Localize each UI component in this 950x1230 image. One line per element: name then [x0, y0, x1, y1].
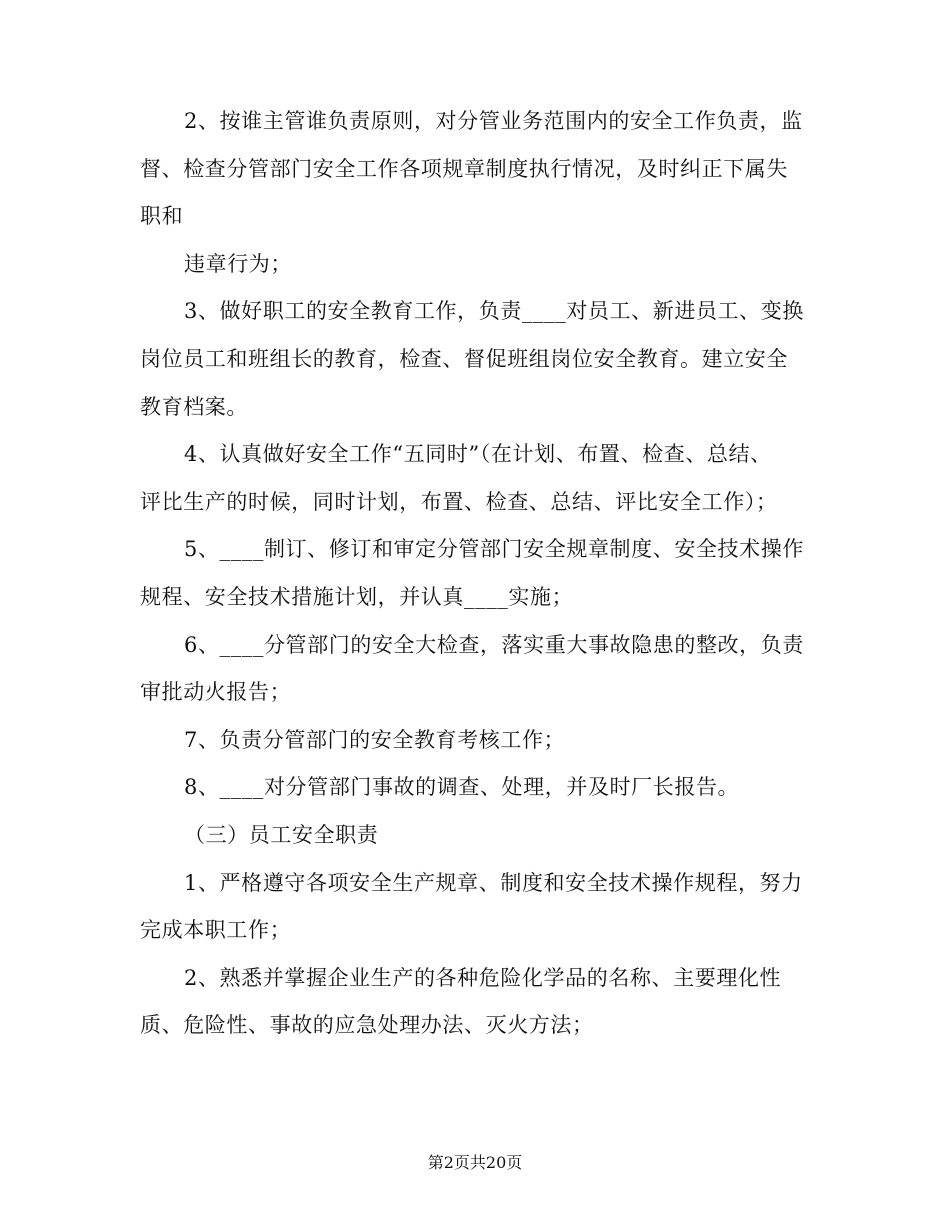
paragraph-line: 审批动火报告； — [140, 680, 292, 705]
paragraph-line: 督、检查分管部门安全工作各项规章制度执行情况，及时纠正下属失 — [140, 156, 788, 181]
page-number-footer: 第2页共20页 — [427, 1153, 523, 1172]
section-heading: （三）员工安全职责 — [184, 822, 379, 847]
paragraph-line: 教育档案。 — [140, 394, 248, 419]
paragraph-line: 1、严格遵守各项安全生产规章、制度和安全技术操作规程，努力 — [184, 870, 803, 895]
paragraph-line: 岗位员工和班组长的教育，检查、督促班组岗位安全教育。建立安全 — [140, 346, 788, 371]
paragraph-line: 规程、安全技术措施计划，并认真____实施； — [140, 584, 574, 609]
paragraph-line: 2、按谁主管谁负责原则，对分管业务范围内的安全工作负责，监 — [184, 109, 803, 133]
paragraph-line: 5、____制订、修订和审定分管部门安全规章制度、安全技术操作 — [184, 537, 804, 562]
paragraph-line: 3、做好职工的安全教育工作，负责____对员工、新进员工、变换 — [184, 299, 804, 324]
paragraph-line: 6、____分管部门的安全大检查，落实重大事故隐患的整改，负责 — [184, 632, 804, 657]
document-body — [140, 98, 810, 1050]
paragraph-line: 7、负责分管部门的安全教育考核工作； — [184, 727, 566, 752]
paragraph-line: 完成本职工作； — [140, 918, 292, 943]
paragraph-line: 评比生产的时候，同时计划，布置、检查、总结、评比安全工作）； — [140, 489, 778, 514]
paragraph-line: 8、____对分管部门事故的调查、处理，并及时厂长报告。 — [184, 775, 740, 800]
paragraph-line: 职和 — [140, 204, 184, 229]
paragraph-line: 2、熟悉并掌握企业生产的各种危险化学品的名称、主要理化性 — [184, 965, 782, 990]
paragraph-line: 4、认真做好安全工作“五同时”（在计划、布置、检查、总结、 — [184, 442, 772, 467]
paragraph-line: 违章行为； — [184, 251, 292, 276]
paragraph-line: 质、危险性、事故的应急处理办法、灭火方法； — [140, 1013, 594, 1038]
